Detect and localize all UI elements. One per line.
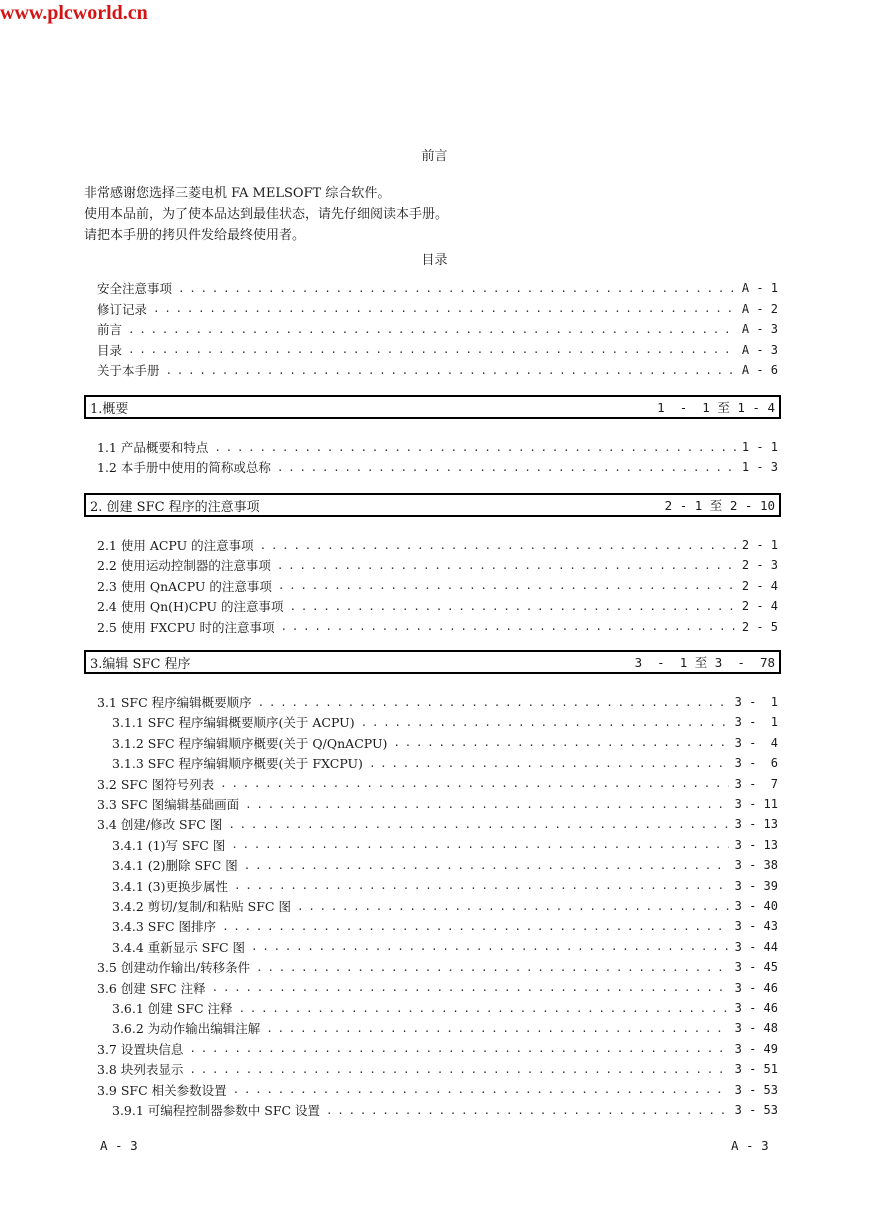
dot-leader (220, 777, 729, 790)
toc-entry-page: 3 - 48 (734, 1021, 778, 1036)
watermark-url[interactable]: www.plcworld.cn (0, 2, 148, 24)
dot-leader (166, 364, 736, 377)
toc-entry[interactable] (112, 876, 778, 896)
toc-entry-label: 3.2 SFC 图符号列表 (97, 776, 215, 792)
toc-entry-label: 前言 (97, 322, 123, 337)
toc-entry[interactable] (97, 576, 778, 596)
dot-leader (280, 620, 735, 633)
toc-entry-label: 2.4 使用 Qn(H)CPU 的注意事项 (97, 599, 284, 615)
footer-page-right: A - 3 (731, 1138, 769, 1153)
toc-entry-page: A - 1 (741, 281, 778, 295)
chapter-page-range: 1 - 1 至 1 - 4 (657, 400, 775, 415)
dot-leader (153, 302, 736, 315)
toc-entry[interactable] (112, 937, 778, 957)
intro-paragraph (84, 183, 448, 246)
toc-entry-page: 3 - 53 (734, 1103, 778, 1117)
toc-entry-page: 3 - 46 (734, 980, 778, 995)
toc-entry[interactable] (112, 712, 778, 732)
toc-entry-page: A - 6 (741, 363, 778, 377)
toc-entry-label: 2.5 使用 FXCPU 时的注意事项 (97, 619, 275, 635)
toc-entry-page: 1 - 1 (741, 440, 778, 454)
toc-entry[interactable] (97, 340, 778, 360)
intro-line: 非常感谢您选择三菱电机 FA MELSOFT 综合软件。 (84, 186, 391, 201)
toc-entry-page: 2 - 4 (741, 599, 778, 614)
toc-entry-label: 修订记录 (97, 301, 148, 317)
toc-entry-label: 3.9 SFC 相关参数设置 (97, 1082, 227, 1098)
toc-entry[interactable] (97, 596, 778, 616)
dot-leader (189, 1042, 728, 1055)
toc-entry-label: 3.3 SFC 图编辑基础画面 (97, 797, 240, 812)
dot-leader (231, 838, 728, 851)
dot-leader (233, 1083, 729, 1096)
dot-leader (214, 441, 736, 454)
toc-entry-label: 3.1.1 SFC 程序编辑概要顺序(关于 ACPU) (112, 715, 355, 731)
toc-entry-label: 3.1.3 SFC 程序编辑顺序概要(关于 FXCPU) (112, 756, 363, 772)
toc-entry-label: 3.8 块列表显示 (97, 1062, 184, 1078)
toc-entry-label: 2.2 使用运动控制器的注意事项 (97, 558, 271, 574)
toc-entry-page: 3 - 13 (734, 837, 778, 852)
dot-leader (277, 461, 736, 474)
toc-entry[interactable] (97, 457, 778, 477)
toc-entry[interactable] (97, 957, 778, 977)
chapter-title: 1.概要 (90, 401, 129, 417)
dot-leader (297, 900, 729, 913)
toc-entry[interactable] (97, 299, 778, 319)
toc-entry[interactable] (97, 437, 778, 457)
chapter-header[interactable] (84, 395, 781, 419)
toc-entry[interactable] (112, 753, 778, 773)
toc-entry[interactable] (97, 1059, 778, 1079)
toc-entry-label: 2.3 使用 QnACPU 的注意事项 (97, 578, 272, 594)
dot-leader (245, 798, 729, 811)
toc-entry-label: 3.7 设置块信息 (97, 1041, 184, 1057)
chapter-page-range: 2 - 1 至 2 - 10 (664, 498, 775, 513)
toc-entry-label: 目录 (97, 342, 123, 358)
toc-entry[interactable] (112, 1018, 778, 1038)
toc-entry-label: 安全注意事项 (97, 281, 173, 296)
toc-entry-label: 3.4.1 (2)删除 SFC 图 (112, 858, 238, 874)
dot-leader (258, 696, 729, 709)
dot-leader (260, 539, 736, 552)
toc-entry-label: 3.9.1 可编程控制器参数中 SFC 设置 (112, 1103, 321, 1118)
dot-leader (222, 920, 729, 933)
dot-leader (326, 1104, 729, 1117)
toc-entry-label: 3.4.3 SFC 图排序 (112, 919, 217, 935)
dot-leader (256, 961, 729, 974)
dot-leader (128, 343, 736, 356)
toc-entry[interactable] (112, 916, 778, 936)
toc-entry[interactable] (97, 794, 778, 814)
dot-leader (277, 559, 736, 572)
toc-entry[interactable] (97, 319, 778, 339)
toc-entry[interactable] (97, 278, 778, 298)
chapter-title: 2. 创建 SFC 程序的注意事项 (90, 499, 260, 515)
toc-entry-page: 3 - 40 (734, 899, 778, 913)
dot-leader (228, 818, 728, 831)
toc-entry[interactable] (97, 1039, 778, 1059)
toc-entry-label: 3.4.4 重新显示 SFC 图 (112, 939, 246, 955)
dot-leader (128, 323, 736, 336)
toc-entry[interactable] (97, 1080, 778, 1100)
toc-entry-label: 3.1 SFC 程序编辑概要顺序 (97, 695, 252, 710)
toc-entry-page: 3 - 38 (734, 858, 778, 873)
toc-entry-page: 2 - 5 (741, 619, 778, 634)
toc-entry[interactable] (97, 617, 778, 637)
footer-page-left: A - 3 (100, 1138, 138, 1153)
toc-entry-page: 3 - 1 (734, 695, 778, 709)
toc-entry-label: 3.4.2 剪切/复制/和粘贴 SFC 图 (112, 899, 291, 914)
toc-entry-label: 1.1 产品概要和特点 (97, 440, 209, 455)
dot-leader (393, 736, 728, 749)
toc-entry[interactable] (97, 978, 778, 998)
toc-entry-page: A - 3 (741, 322, 778, 336)
toc-entry-page: 2 - 4 (741, 578, 778, 593)
chapter-header[interactable] (84, 650, 781, 674)
dot-leader (239, 1002, 729, 1015)
toc-entry-page: 3 - 51 (734, 1062, 778, 1077)
intro-line: 使用本品前，为了使本品达到最佳状态，请先仔细阅读本手册。 (84, 207, 449, 222)
toc-entry-page: 3 - 11 (734, 797, 778, 811)
toc-entry[interactable] (97, 535, 778, 555)
toc-entry[interactable] (112, 835, 778, 855)
dot-leader (266, 1022, 728, 1035)
toc-title: 目录 (421, 253, 448, 268)
dot-leader (361, 716, 729, 729)
dot-leader (234, 879, 729, 892)
toc-entry[interactable] (97, 774, 778, 794)
intro-line: 请把本手册的拷贝件发给最终使用者。 (84, 228, 306, 243)
dot-leader (290, 600, 736, 613)
toc-entry-page: 3 - 4 (734, 735, 778, 750)
toc-entry-page: 3 - 7 (734, 776, 778, 791)
toc-entry-label: 3.6.1 创建 SFC 注释 (112, 1001, 233, 1016)
toc-entry-page: A - 2 (741, 301, 778, 316)
toc-entry-page: 3 - 46 (734, 1001, 778, 1015)
toc-entry-label: 1.2 本手册中使用的简称或总称 (97, 460, 271, 476)
toc-entry-page: 3 - 53 (734, 1082, 778, 1097)
toc-entry[interactable] (112, 998, 778, 1018)
toc-entry[interactable] (112, 733, 778, 753)
dot-leader (244, 859, 729, 872)
chapter-page-range: 3 - 1 至 3 - 78 (634, 655, 775, 670)
dot-leader (189, 1063, 728, 1076)
toc-entry-label: 2.1 使用 ACPU 的注意事项 (97, 538, 254, 553)
toc-entry-label: 关于本手册 (97, 363, 160, 378)
toc-entry[interactable] (97, 814, 778, 834)
chapter-header[interactable] (84, 493, 781, 517)
toc-entry-page: 2 - 1 (741, 538, 778, 552)
toc-entry-label: 3.1.2 SFC 程序编辑顺序概要(关于 Q/QnACPU) (112, 735, 388, 751)
toc-entry-page: 3 - 13 (734, 817, 778, 832)
toc-entry[interactable] (112, 855, 778, 875)
toc-entry-label: 3.4 创建/修改 SFC 图 (97, 817, 223, 833)
toc-entry[interactable] (112, 896, 778, 916)
toc-entry-page: 3 - 1 (734, 715, 778, 730)
chapter-title: 3.编辑 SFC 程序 (90, 656, 191, 672)
toc-entry[interactable] (97, 360, 778, 380)
toc-entry-page: 2 - 3 (741, 558, 778, 573)
toc-entry-page: 3 - 49 (734, 1041, 778, 1056)
toc-entry[interactable] (112, 1100, 778, 1120)
dot-leader (369, 757, 729, 770)
toc-entry-page: 1 - 3 (741, 460, 778, 475)
toc-entry-label: 3.5 创建动作输出/转移条件 (97, 960, 251, 976)
toc-entry[interactable] (97, 692, 778, 712)
toc-entry-page: 3 - 44 (734, 939, 778, 954)
toc-entry-page: A - 3 (741, 342, 778, 357)
dot-leader (278, 579, 736, 592)
toc-entry-label: 3.6 创建 SFC 注释 (97, 980, 206, 996)
dot-leader (251, 940, 729, 953)
dot-leader (178, 282, 736, 295)
toc-entry-page: 3 - 39 (734, 878, 778, 893)
toc-entry-label: 3.4.1 (1)写 SFC 图 (112, 837, 226, 853)
toc-entry-label: 3.6.2 为动作输出编辑注解 (112, 1021, 261, 1037)
toc-entry[interactable] (97, 555, 778, 575)
preface-title: 前言 (421, 149, 448, 164)
toc-entry-page: 3 - 45 (734, 960, 778, 975)
dot-leader (212, 981, 729, 994)
toc-entry-page: 3 - 6 (734, 756, 778, 771)
toc-entry-page: 3 - 43 (734, 919, 778, 934)
toc-entry-label: 3.4.1 (3)更换步属性 (112, 878, 228, 894)
